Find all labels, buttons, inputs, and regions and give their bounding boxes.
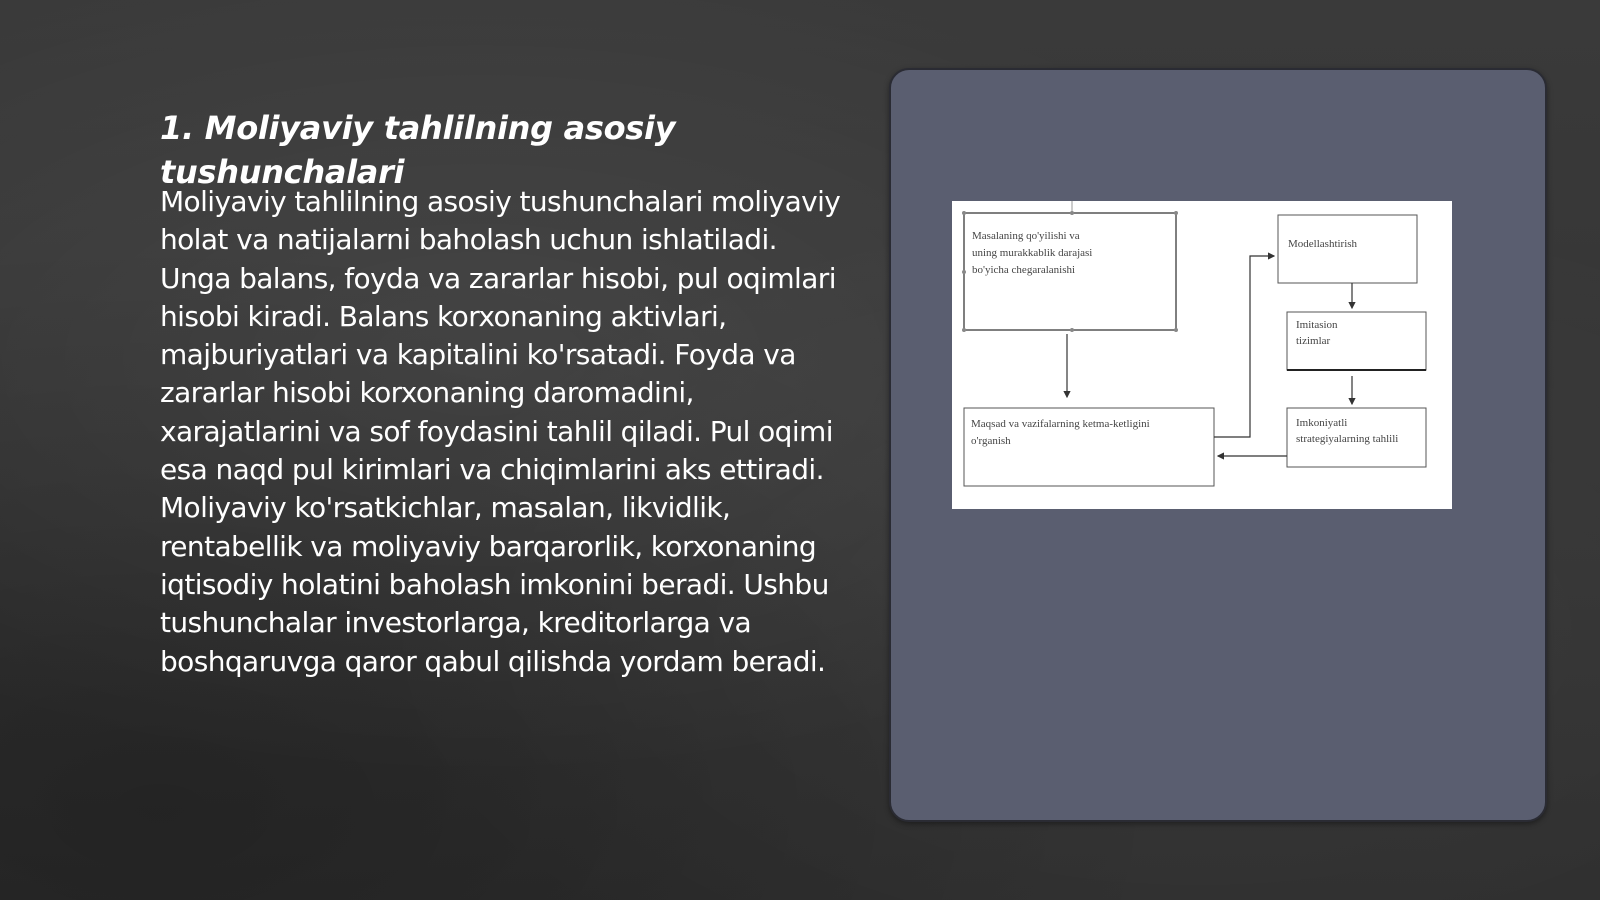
box-problem-line-3: bo'yicha chegaralanishi: [972, 264, 1076, 276]
box-simulation-line-1: Imitasion: [1296, 319, 1338, 331]
svg-text:Modellashtirish: [1288, 238, 1358, 250]
slide-title: 1. Moliyaviy tahlilning asosiy tushunchalari: [160, 109, 676, 191]
flow-diagram-image: [952, 201, 1452, 509]
box-strategies-line-1: Imkoniyatli: [1296, 417, 1348, 429]
box-goals-line-1: Maqsad va vazifalarning ketma-ketligini: [971, 418, 1150, 430]
diagram-box-modeling: [1278, 215, 1417, 283]
box-goals-line-2: o'rganish: [971, 435, 1011, 447]
text-block: [160, 106, 850, 681]
diagram-box-goals: [964, 408, 1214, 486]
image-panel: [889, 68, 1547, 822]
box-simulation-line-2: tizimlar: [1296, 335, 1331, 347]
box-problem-line-2: uning murakkablik darajasi: [972, 247, 1093, 259]
diagram-box-strategies: [1287, 408, 1426, 467]
slide-body: Moliyaviy tahlilning asosiy tushunchalari moliyaviy holat va natijalarni baholash uchun ishlatiladi. Unga balans, foyda va zararlar hisobi, pul oqimlari hisobi kiradi. Balans korxonaning aktivlari, majburiyatlari va kapitalini ko'rsatadi. Foyda va zararlar hisobi korxonaning daromadini, xarajatlarini va sof foydasini tahlil qiladi. Pul oqimi esa naqd pul kirimlari va chiqimlarini aks ettiradi. Moliyaviy ko'rsatkichlar, masalan, likvidlik, rentabellik va moliyaviy barqarorlik, korxonaning iqtisodiy holatini baholash imkonini beradi. Ushbu tushunchalar investorlarga, kreditorlarga va boshqaruvga qaror qabul qilishda yordam beradi.: [160, 185, 841, 678]
box-problem-line-1: Masalaning qo'yilishi va: [972, 230, 1080, 242]
box-modeling-line-1: Modellashtirish: [1288, 238, 1358, 250]
box-strategies-line-2: strategiyalarning tahlili: [1296, 433, 1399, 445]
diagram-box-problem: [962, 201, 1178, 332]
diagram-box-simulation: [1287, 312, 1426, 370]
